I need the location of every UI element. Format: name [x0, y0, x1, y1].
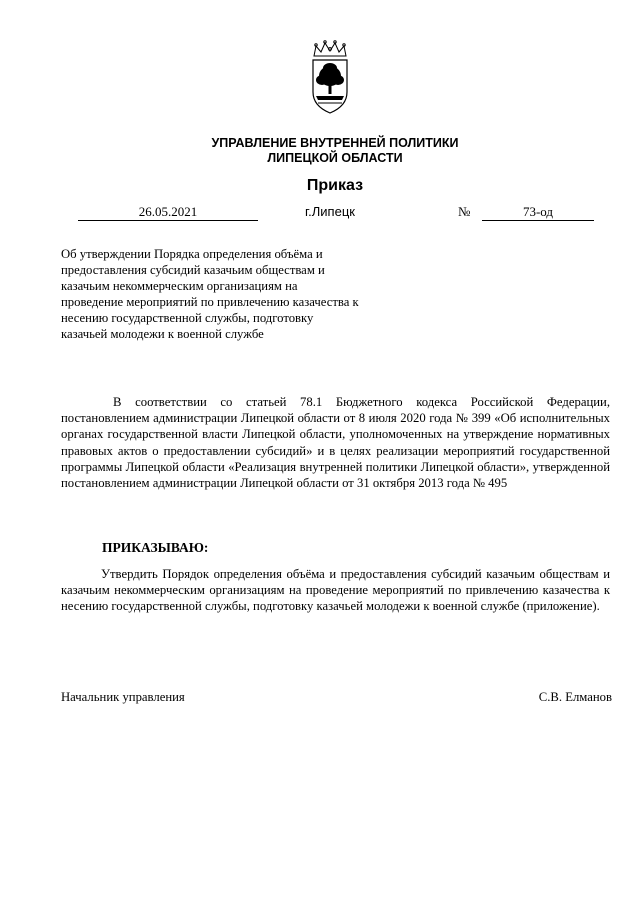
org-name-line2: ЛИПЕЦКОЙ ОБЛАСТИ	[267, 151, 403, 165]
document-type-title: Приказ	[306, 177, 364, 194]
order-paragraph: Утвердить Порядок определения объёма и предоставления субсидий казачьим обществам и казачьим некоммерческим организациям на проведение мероприятий по привлечению казачества к несению государственной службы, подготовку казачьей молодежи к военной службе (приложение).	[61, 567, 610, 614]
document-city: г.Липецк	[305, 204, 355, 219]
document-subject: Об утверждении Порядка определения объёма и предоставления субсидий казачьим обществам и казачьим некоммерческим организациям на проведение мероприятий по привлечению казачества к несению государственной службы, подготовку казачьей молодежи к военной службе	[61, 247, 359, 341]
order-keyword: ПРИКАЗЫВАЮ:	[102, 540, 209, 555]
signatory-name: С.В. Елманов	[538, 690, 612, 704]
document-date: 26.05.2021	[78, 204, 258, 221]
signatory-position: Начальник управления	[61, 690, 185, 704]
number-sign: №	[458, 204, 471, 219]
lipetsk-coat-of-arms-icon	[300, 40, 360, 116]
document-number: 73-од	[482, 204, 594, 221]
preamble-paragraph: В соответствии со статьей 78.1 Бюджетного кодекса Российской Федерации, постановлением администрации Липецкой области от 8 июля 2020 года № 399 «Об исполнительных органах государственной власти Липецкой области, уполномоченных на утверждение нормативных правовых актов о предоставлении субсидий» и в целях реализации мероприятий государственной программы Липецкой области «Реализация внутренней политики Липецкой области», утвержденной постановлением администрации Липецкой области от 31 октября 2013 года № 495	[61, 395, 610, 491]
org-name-line1: УПРАВЛЕНИЕ ВНУТРЕННЕЙ ПОЛИТИКИ	[211, 136, 459, 150]
